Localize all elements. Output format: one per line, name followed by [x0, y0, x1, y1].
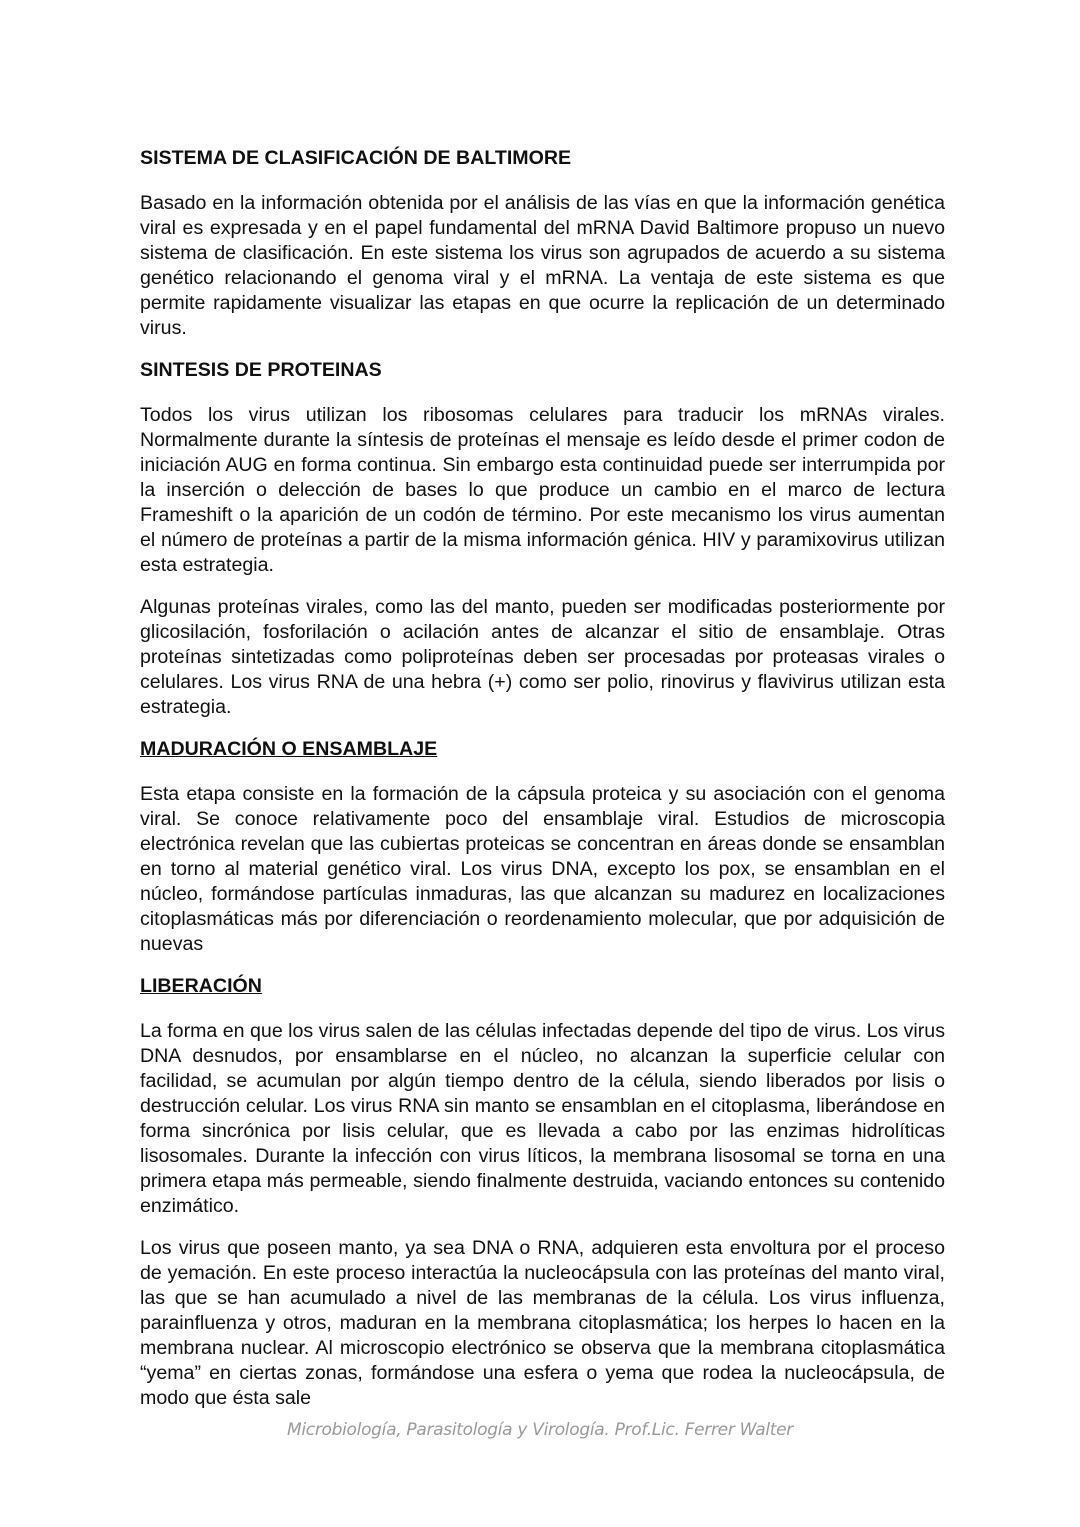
heading-baltimore: SISTEMA DE CLASIFICACIÓN DE BALTIMORE	[140, 147, 572, 169]
paragraph-sintesis-1: Todos los virus utilizan los ribosomas celulares para traducir los mRNAs virales. Normalmente durante la síntesis de proteínas el mensaje es leído desde el primer codon de iniciación AUG en forma continua. Sin embargo esta continuidad puede ser interrumpida por la inserción o delección de bases lo que produce un cambio en el marco de lectura Frameshift o la aparición de un codón de término. Por este mecanismo los virus aumentan el número de proteínas a partir de la misma información génica. HIV y paramixovirus utilizan esta estrategia.	[140, 404, 945, 576]
paragraph-liberacion-2: Los virus que poseen manto, ya sea DNA o RNA, adquieren esta envoltura por el proceso de yemación. En este proceso interactúa la nucleocápsula con las proteínas del manto viral, las que se han acumulado a nivel de las membranas de la célula. Los virus influenza, parainfluenza y otros, maduran en la membrana citoplasmática; los herpes lo hacen en la membrana nuclear. Al microscopio electrónico se observa que la membrana citoplasmática “yema” en ciertas zonas, formándose una esfera o yema que rodea la nucleocápsula, de modo que ésta sale	[140, 1237, 945, 1409]
paragraph-baltimore: Basado en la información obtenida por el análisis de las vías en que la información genética viral es expresada y en el papel fundamental del mRNA David Baltimore propuso un nuevo sistema de clasificación. En este sistema los virus son agrupados de acuerdo a su sistema genético relacionando el genoma viral y el mRNA. La ventaja de este sistema es que permite rapidamente visualizar las etapas en que ocurre la replicación de un determinado virus.	[140, 192, 945, 339]
paragraph-maduracion: Esta etapa consiste en la formación de la cápsula proteica y su asociación con el genoma viral. Se conoce relativamente poco del ensamblaje viral. Estudios de microscopia electrónica revelan que las cubiertas proteicas se concentran en áreas donde se ensamblan en torno al material genético viral. Los virus DNA, excepto los pox, se ensamblan en el núcleo, formándose partículas inmaduras, las que alcanzan su madurez en localizaciones citoplasmáticas más por diferenciación o reordenamiento molecular, que por adquisición de nuevas	[140, 783, 945, 955]
paragraph-sintesis-2: Algunas proteínas virales, como las del manto, pueden ser modificadas posteriormente por glicosilación, fosforilación o acilación antes de alcanzar el sitio de ensamblaje. Otras proteínas sintetizadas como poliproteínas deben ser procesadas por proteasas virales o celulares. Los virus RNA de una hebra (+) como ser polio, rinovirus y flavivirus utilizan esta estrategia.	[140, 596, 945, 718]
paragraph-liberacion-1: La forma en que los virus salen de las células infectadas depende del tipo de virus. Los virus DNA desnudos, por ensamblarse en el núcleo, no alcanzan la superficie celular con facilidad, se acumulan por algún tiempo dentro de la célula, siendo liberados por lisis o destrucción celular. Los virus RNA sin manto se ensamblan en el citoplasma, liberándose en forma sincrónica por lisis celular, que es llevada a cabo por las enzimas hidrolíticas lisosomales. Durante la infección con virus líticos, la membrana lisosomal se torna en una primera etapa más permeable, siendo finalmente destruida, vaciando entonces su contenido enzimático.	[140, 1020, 945, 1217]
page-footer: Microbiología, Parasitología y Virología. Prof.Lic. Ferrer Walter	[287, 1420, 793, 1440]
heading-maduracion: MADURACIÓN O ENSAMBLAJE	[140, 738, 438, 760]
document-page	[140, 146, 945, 1411]
heading-sintesis: SINTESIS DE PROTEINAS	[140, 359, 382, 381]
heading-liberacion: LIBERACIÓN	[140, 975, 262, 997]
